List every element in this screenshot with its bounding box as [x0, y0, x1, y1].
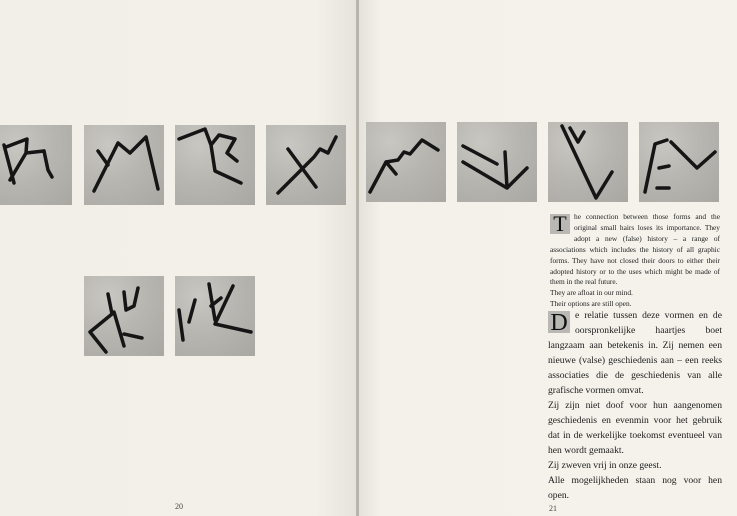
english-paragraph-1: he connection between those forms and the original small hairs loses its importance. They adopt a new (false) history – a range of associations which includes the history of all graphic forms. They have not closed their doors to either their adopted history or to the uses which might be made of them in the real future. — [550, 212, 720, 287]
hair-glyph-photo-2 — [84, 125, 164, 205]
hair-glyph-photo-1 — [0, 125, 72, 205]
hair-glyph-photo-10 — [175, 276, 255, 356]
english-line-3: Their options are still open. — [550, 299, 632, 309]
page-number-right: 21 — [549, 504, 557, 513]
hair-glyph-photo-9 — [84, 276, 164, 356]
hair-glyph-photo-5 — [366, 122, 446, 202]
dutch-line-3: Zij zweven vrij in onze geest. — [548, 460, 662, 471]
dutch-paragraph-1: e relatie tussen deze vormen en de oorspronkelijke haartjes boet langzaam aan betekenis in. Zij nemen een nieuwe (valse) geschiedenis aan – een reeks associaties die de geschiedenis van alle grafische vormen omvat. — [548, 310, 722, 396]
drop-cap-D-letter: D — [550, 310, 568, 336]
book-gutter — [356, 0, 359, 516]
hair-glyph-photo-8 — [639, 122, 719, 202]
drop-cap-T-letter: T — [553, 211, 567, 236]
hair-glyph-photo-4 — [266, 125, 346, 205]
hair-glyph-photo-3 — [175, 125, 255, 205]
english-line-2: They are afloat in our mind. — [550, 288, 633, 298]
drop-cap-T — [550, 211, 570, 236]
dutch-text-block — [548, 308, 722, 503]
english-text-block — [550, 212, 720, 310]
left-page — [0, 0, 358, 516]
drop-cap-D — [548, 310, 570, 336]
hair-glyph-photo-6 — [457, 122, 537, 202]
hair-glyph-photo-7 — [548, 122, 628, 202]
dutch-line-4: Alle mogelijkheden staan nog voor hen open. — [548, 475, 722, 501]
dutch-line-2: Zij zijn niet doof voor hun aangenomen geschiedenis en evenmin voor het gebruik dat in de werkelijke toekomst eventueel van hen wordt gemaakt. — [548, 400, 722, 456]
page-number-left: 20 — [175, 502, 183, 511]
